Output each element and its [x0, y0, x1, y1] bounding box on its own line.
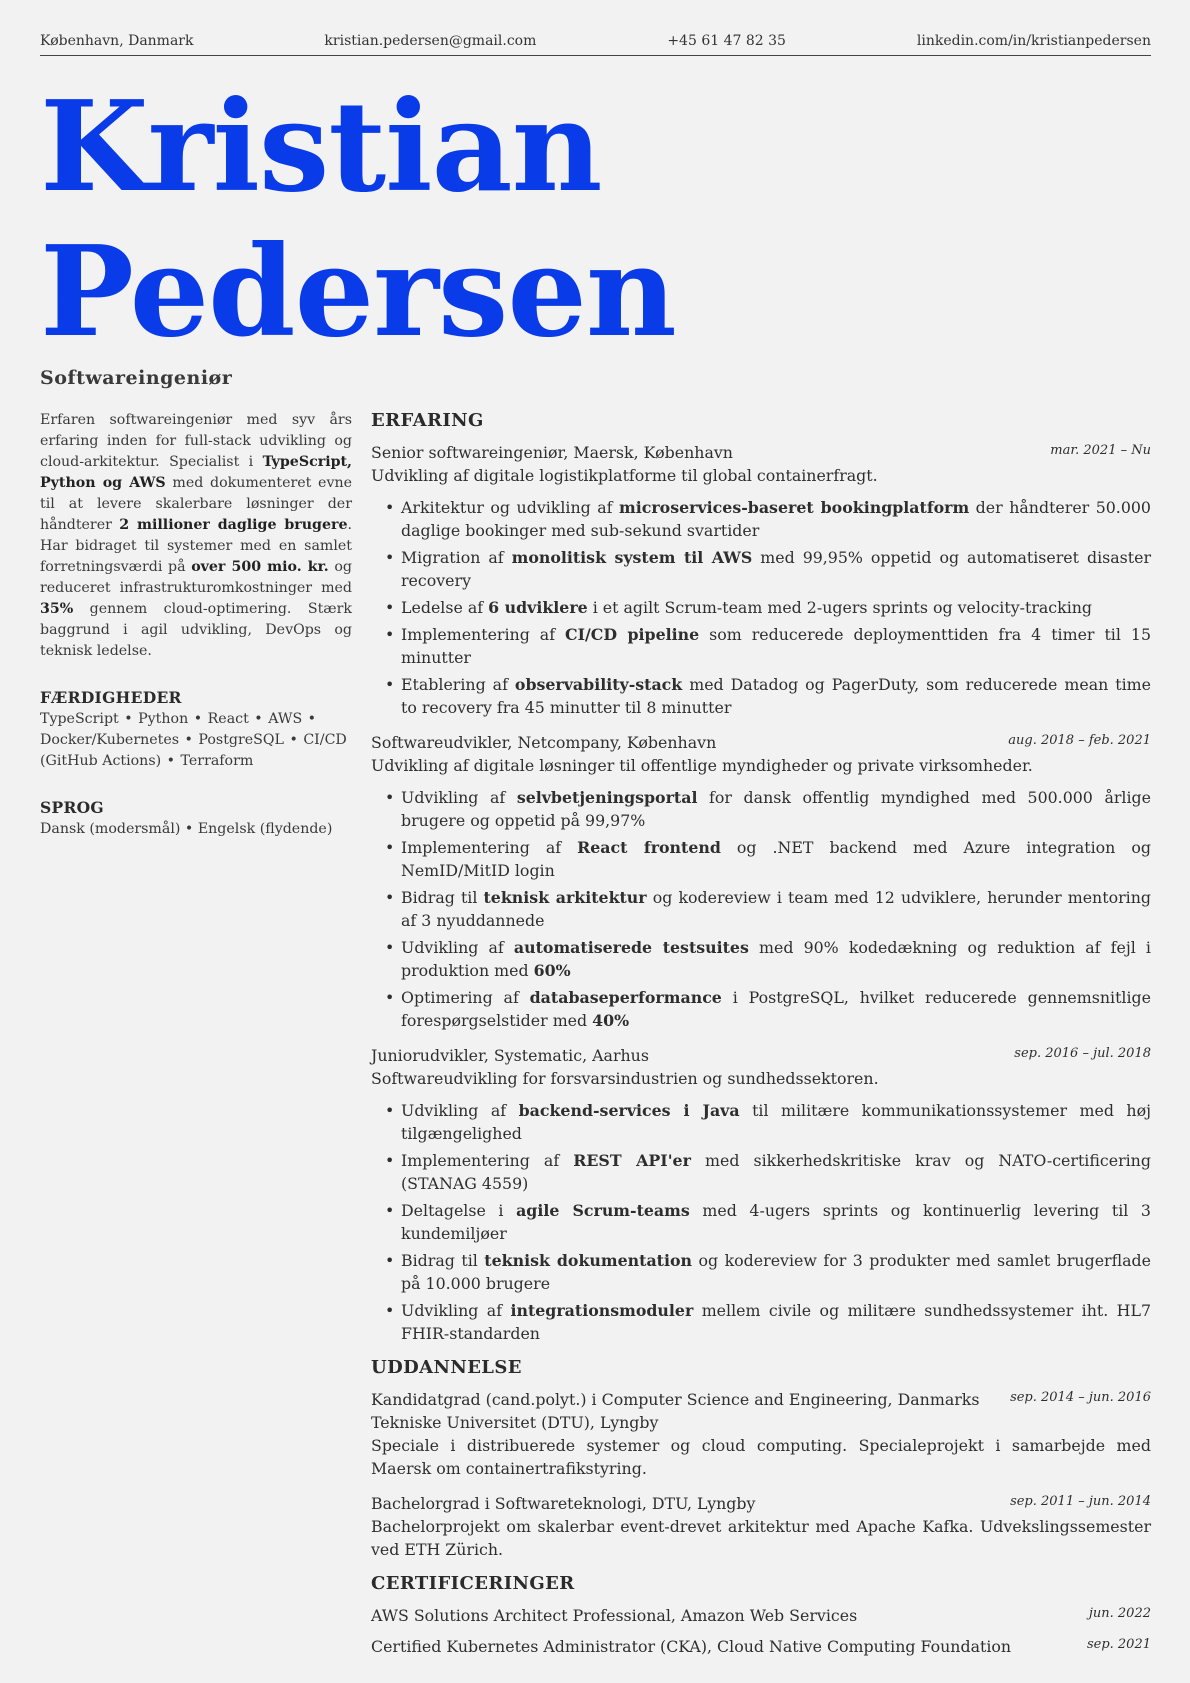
job-bullets	[371, 786, 1151, 1032]
job-entry	[371, 1044, 1151, 1345]
job-description: Udvikling af digitale løsninger til offentlige myndigheder og private virksomheder.	[371, 756, 1033, 775]
certification-date: sep. 2021	[1086, 1637, 1151, 1652]
separator-bullet: •	[162, 753, 180, 769]
bullet-item	[371, 886, 1151, 932]
text-run: . Har bidraget til systemer med en samlet forretningsværdi på	[40, 517, 352, 575]
text-run: som reducerede deploymenttiden fra 4 timer til 15 minutter	[401, 625, 1151, 667]
job-date: aug. 2018 – feb. 2021	[1008, 733, 1151, 748]
bold-text: selvbetjeningsportal	[516, 788, 698, 807]
job-bullets	[371, 496, 1151, 719]
bold-text: agile Scrum-teams	[516, 1201, 690, 1220]
bullet-item	[371, 623, 1151, 669]
text-run: Implementering af	[401, 1151, 574, 1170]
bold-text: teknisk arkitektur	[483, 888, 647, 907]
bold-text: 6 udviklere	[488, 598, 588, 617]
skill-item: React	[207, 711, 249, 727]
bold-text: backend-services i Java	[518, 1101, 740, 1120]
bold-text: 2 millioner daglige brugere	[119, 517, 348, 533]
bold-text: observability-stack	[514, 675, 683, 694]
skill-item: AWS	[268, 711, 303, 727]
skill-item: TypeScript	[40, 711, 119, 727]
text-run: Implementering af	[401, 625, 566, 644]
experience-list	[371, 441, 1151, 1345]
bold-text: databaseperformance	[529, 988, 722, 1007]
experience-section	[371, 410, 1151, 1345]
text-run: Implementering af	[401, 838, 578, 857]
first-name: Kristian	[40, 74, 602, 220]
text-run: Udvikling af	[401, 1301, 511, 1320]
job-entry	[371, 731, 1151, 1032]
degree-title: Kandidatgrad (cand.polyt.) i Computer Science and Engineering, Danmarks Tekniske Universitet (DTU), Lyngby	[371, 1390, 980, 1432]
text-run: i PostgreSQL, hvilket reducerede gennemsnitlige forespørgselstider med	[401, 988, 1151, 1030]
text-run: der håndterer 50.000 daglige bookinger med sub-sekund svartider	[401, 498, 1151, 540]
contact-email[interactable]: kristian.pedersen@gmail.com	[324, 33, 537, 49]
languages-list	[40, 819, 352, 840]
job-date: mar. 2021 – Nu	[1050, 443, 1151, 458]
profile-summary	[40, 410, 352, 662]
text-run: Arkitektur og udvikling af	[401, 498, 620, 517]
separator-bullet: •	[180, 821, 198, 837]
text-run: Bidrag til	[401, 1251, 485, 1270]
bullet-item	[371, 1099, 1151, 1145]
sidebar	[40, 410, 352, 840]
bold-text: 40%	[592, 1011, 630, 1030]
certifications-heading: CERTIFICERINGER	[371, 1573, 575, 1594]
skill-item: PostgreSQL	[198, 732, 284, 748]
bullet-item	[371, 836, 1151, 882]
bold-text: microservices-baseret bookingplatform	[619, 498, 970, 517]
text-run: med sikkerhedskritiske krav og NATO-certificering (STANAG 4559)	[401, 1151, 1151, 1193]
languages-heading: SPROG	[40, 798, 104, 817]
separator-bullet: •	[249, 711, 268, 727]
text-run: med dokumenteret evne til at levere skalerbare løsninger der håndterer	[40, 475, 352, 533]
bullet-item	[371, 986, 1151, 1032]
text-run: Deltagelse i	[401, 1201, 517, 1220]
skills-list	[40, 709, 352, 772]
bold-text: CI/CD pipeline	[565, 625, 700, 644]
job-title: Softwareingeniør	[40, 367, 233, 389]
text-run: i et agilt Scrum-team med 2-ugers sprints og velocity-tracking	[587, 598, 1093, 617]
degree-header	[371, 1388, 1151, 1434]
job-description: Softwareudvikling for forsvarsindustrien og sundhedssektoren.	[371, 1069, 879, 1088]
separator-bullet: •	[284, 732, 303, 748]
bold-text: monolitisk system til AWS	[511, 548, 753, 567]
separator-bullet: •	[180, 732, 198, 748]
job-title: Softwareudvikler, Netcompany, København	[371, 733, 717, 752]
degree-header	[371, 1492, 1151, 1515]
bullet-item	[371, 496, 1151, 542]
text-run: og .NET backend med Azure integration og NemID/MitID login	[401, 838, 1151, 880]
job-title: Senior softwareingeniør, Maersk, København	[371, 443, 733, 462]
text-run: med 90% kodedækning og reduktion af fejl i produktion med	[401, 938, 1151, 980]
bold-text: React frontend	[577, 838, 721, 857]
job-entry	[371, 441, 1151, 719]
bullet-item	[371, 1249, 1151, 1295]
contact-linkedin[interactable]: linkedin.com/in/kristianpedersen	[916, 33, 1151, 49]
bullet-item	[371, 546, 1151, 592]
main-content	[371, 410, 1151, 1670]
text-run: Udvikling af	[401, 938, 514, 957]
degree-title: Bachelorgrad i Softwareteknologi, DTU, Lyngby	[371, 1494, 756, 1513]
separator-bullet: •	[303, 711, 317, 727]
degree-date: sep. 2014 – jun. 2016	[1010, 1390, 1151, 1405]
degree-entry	[371, 1492, 1151, 1561]
degree-entry	[371, 1388, 1151, 1480]
job-bullets	[371, 1099, 1151, 1345]
certification-entry	[371, 1635, 1151, 1658]
bullet-item	[371, 1199, 1151, 1245]
separator-bullet: •	[189, 711, 207, 727]
separator-bullet: •	[119, 711, 138, 727]
bold-text: 35%	[40, 601, 74, 617]
job-header	[371, 731, 1151, 754]
bold-text: integrationsmoduler	[510, 1301, 694, 1320]
education-list	[371, 1388, 1151, 1561]
skills-heading: FÆRDIGHEDER	[40, 688, 182, 707]
language-item: Dansk (modersmål)	[40, 821, 181, 837]
text-run: med 4-ugers sprints og kontinuerlig levering til 3 kundemiljøer	[401, 1201, 1151, 1243]
certifications-list	[371, 1604, 1151, 1658]
experience-heading: ERFARING	[371, 410, 484, 431]
job-header	[371, 441, 1151, 464]
text-run: Migration af	[401, 548, 512, 567]
text-run: Etablering af	[401, 675, 515, 694]
bold-text: REST API'er	[573, 1151, 691, 1170]
education-heading: UDDANNELSE	[371, 1357, 522, 1378]
last-name: Pedersen	[40, 219, 676, 365]
bullet-item	[371, 673, 1151, 719]
bullet-item	[371, 1299, 1151, 1345]
text-run: med Datadog og PagerDuty, som reducerede mean time to recovery fra 45 minutter til 8 minutter	[401, 675, 1151, 717]
degree-date: sep. 2011 – jun. 2014	[1010, 1494, 1151, 1509]
text-run: gennem cloud-optimering. Stærk baggrund i agil udvikling, DevOps og teknisk ledelse.	[40, 601, 352, 659]
education-section	[371, 1357, 1151, 1561]
job-title: Juniorudvikler, Systematic, Aarhus	[371, 1046, 649, 1065]
certification-title: Certified Kubernetes Administrator (CKA), Cloud Native Computing Foundation	[371, 1637, 1012, 1656]
text-run: og reduceret infrastrukturomkostninger med	[40, 559, 352, 596]
bold-text: over 500 mio. kr.	[191, 559, 329, 575]
contact-phone[interactable]: +45 61 47 82 35	[667, 33, 786, 49]
job-header	[371, 1044, 1151, 1067]
contact-location: København, Danmark	[40, 33, 194, 49]
text-run: for dansk offentlig myndighed med 500.000 årlige brugere og oppetid på 99,97%	[401, 788, 1151, 830]
text-run: og kodereview for 3 produkter med samlet brugerflade på 10.000 brugere	[401, 1251, 1152, 1293]
certifications-section	[371, 1573, 1151, 1658]
bold-text: automatiserede testsuites	[513, 938, 749, 957]
skill-item: Terraform	[180, 753, 254, 769]
skill-item: Docker/Kubernetes	[40, 732, 180, 748]
skill-item: CI/CD (GitHub Actions)	[40, 732, 347, 769]
bold-text: 60%	[533, 961, 571, 980]
certification-entry	[371, 1604, 1151, 1627]
job-date: sep. 2016 – jul. 2018	[1014, 1046, 1151, 1061]
degree-description: Bachelorprojekt om skalerbar event-drevet arkitektur med Apache Kafka. Udvekslingssemester ved ETH Zürich.	[371, 1517, 1151, 1559]
certification-title: AWS Solutions Architect Professional, Amazon Web Services	[371, 1606, 858, 1625]
text-run: Udvikling af	[401, 1101, 519, 1120]
text-run: Erfaren softwareingeniør med syv års erfaring inden for full-stack udvikling og cloud-arkitektur. Specialist i	[40, 412, 352, 470]
bold-text: teknisk dokumentation	[484, 1251, 692, 1270]
text-run: Optimering af	[401, 988, 530, 1007]
degree-description: Speciale i distribuerede systemer og cloud computing. Specialeprojekt i samarbejde med Maersk om containertrafikstyring.	[371, 1436, 1151, 1478]
certification-date: jun. 2022	[1088, 1606, 1151, 1621]
text-run: mellem civile og militære sundhedssystemer iht. HL7 FHIR-standarden	[401, 1301, 1151, 1343]
text-run: Ledelse af	[401, 598, 489, 617]
contact-bar	[40, 32, 1151, 56]
text-run: og kodereview i team med 12 udviklere, herunder mentoring af 3 nyuddannede	[401, 888, 1151, 930]
text-run: Bidrag til	[401, 888, 484, 907]
job-description: Udvikling af digitale logistikplatforme til global containerfragt.	[371, 466, 878, 485]
bullet-item	[371, 786, 1151, 832]
language-item: Engelsk (flydende)	[197, 821, 333, 837]
bullet-item	[371, 1149, 1151, 1195]
bold-text: TypeScript, Python og AWS	[40, 454, 352, 491]
text-run: Udvikling af	[401, 788, 517, 807]
text-run: med 99,95% oppetid og automatiseret disaster recovery	[401, 548, 1152, 590]
bullet-item	[371, 596, 1151, 619]
skill-item: Python	[138, 711, 189, 727]
text-run: til militære kommunikationssystemer med høj tilgængelighed	[401, 1101, 1151, 1143]
bullet-item	[371, 936, 1151, 982]
